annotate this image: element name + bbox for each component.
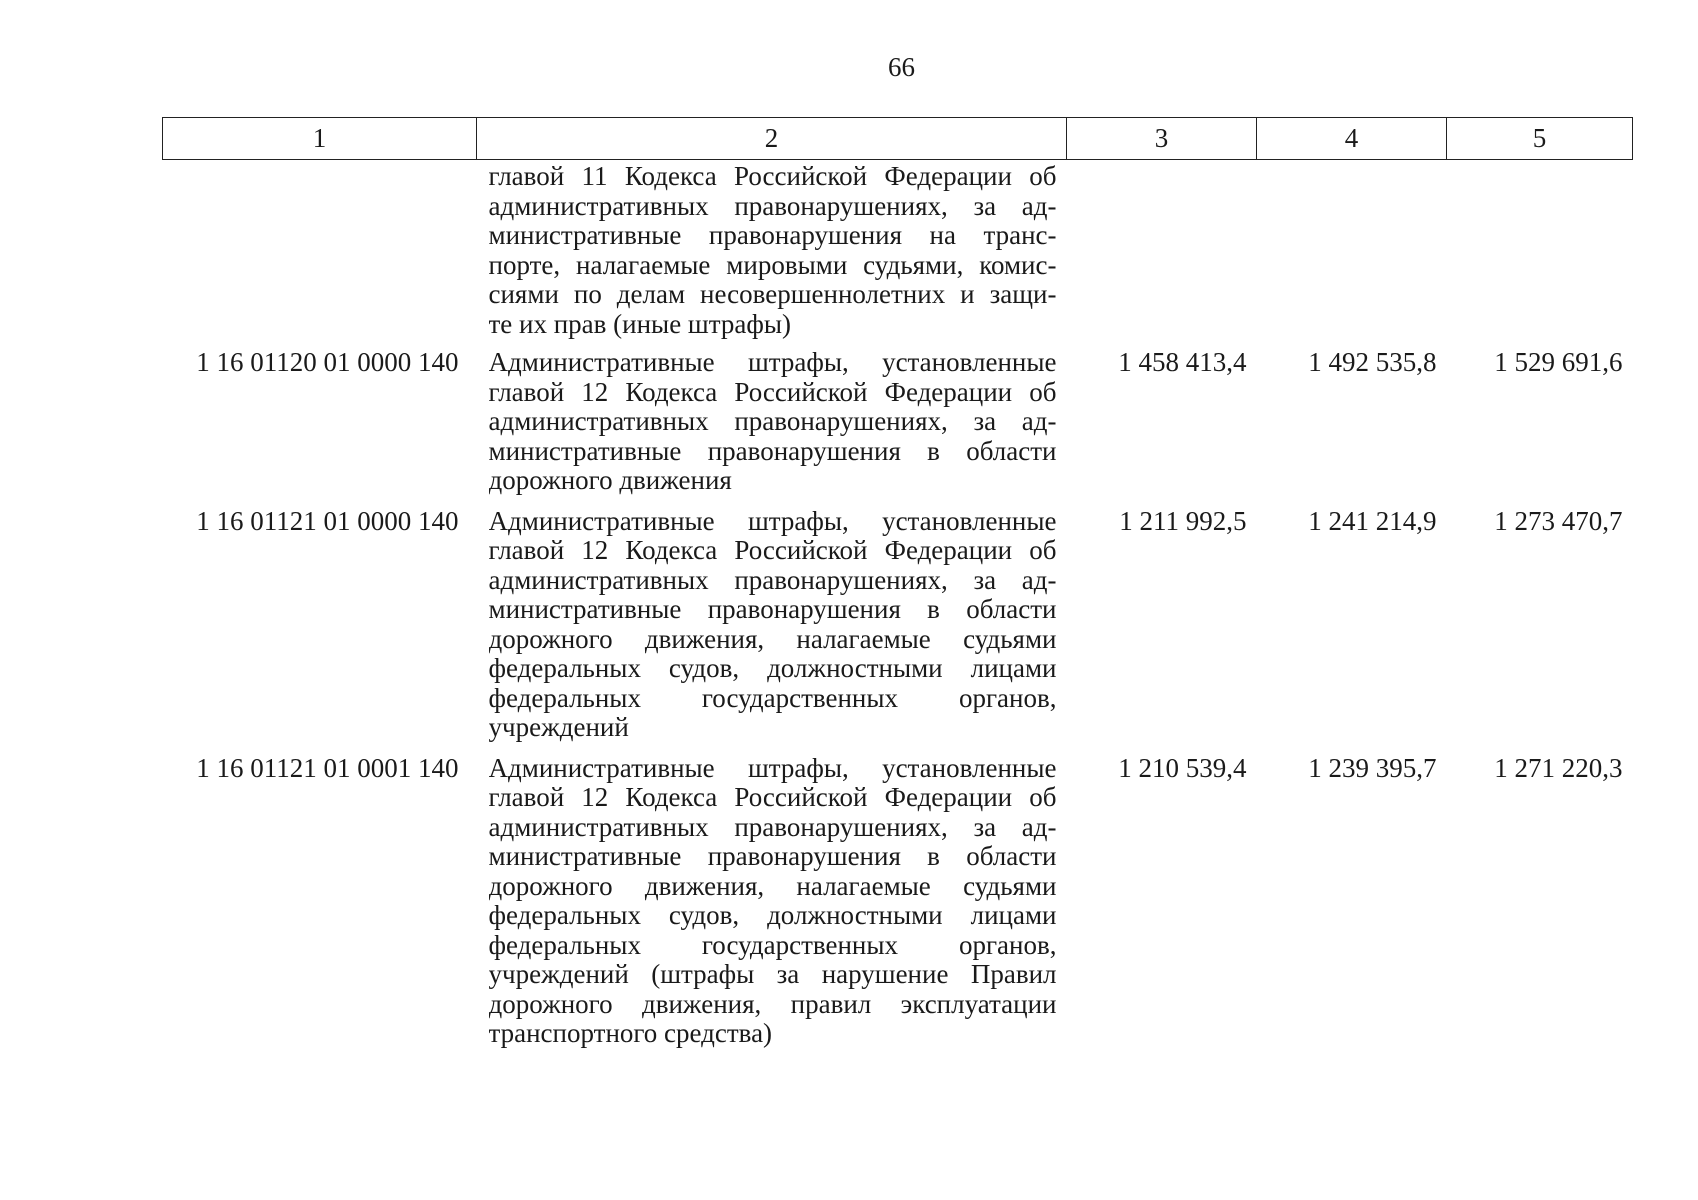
description-line: те их прав (иные штрафы) (488, 309, 791, 339)
header-col-2: 2 (477, 118, 1067, 160)
value-col-5: 1 273 470,7 (1494, 505, 1623, 536)
code-cell: 1 16 01121 01 0000 140 (196, 505, 459, 536)
header-col-4: 4 (1257, 118, 1447, 160)
code-cell: 1 16 01120 01 0000 140 (196, 347, 459, 377)
description-cell (477, 754, 1067, 1060)
description-cell (477, 507, 1067, 754)
value-col-4 (1257, 160, 1447, 349)
value-col-3: 1 210 539,4 (1118, 752, 1247, 783)
description-line: порте, налагаемые мировыми судьями, комис- (488, 250, 1057, 280)
description-line: дорожного движения, налагаемые судьями (488, 624, 1057, 654)
description-line: Административные штрафы, установленные (488, 348, 1057, 377)
header-row (163, 118, 1633, 160)
description-line: министративные правонарушения в области (488, 842, 1057, 871)
description-line: сиями по делам несовершеннолетних и защи- (488, 280, 1057, 309)
description-line: министративные правонарушения на транс- (488, 221, 1057, 250)
value-col-3: 1 458 413,4 (1118, 347, 1247, 377)
table-row-continuation (163, 160, 1633, 349)
code-cell: 1 16 01121 01 0001 140 (196, 752, 459, 783)
table-row (163, 507, 1633, 754)
description-line: главой 12 Кодекса Российской Федерации об (488, 536, 1057, 565)
description-line: административных правонарушениях, за ад- (488, 812, 1057, 842)
header-col-1: 1 (163, 118, 477, 160)
description-line: федеральных судов, должностными лицами (488, 901, 1057, 930)
value-col-4: 1 239 395,7 (1308, 752, 1437, 783)
description-line: учреждений (488, 713, 629, 742)
table-row (163, 348, 1633, 507)
value-col-5: 1 271 220,3 (1494, 752, 1623, 783)
description-line: Административные штрафы, установленные (488, 753, 1057, 783)
description-line: главой 11 Кодекса Российской Федерации об (488, 162, 1057, 191)
description-line: Административные штрафы, установленные (488, 506, 1057, 536)
description-line: дорожного движения (488, 466, 732, 495)
table-body (163, 160, 1633, 1060)
description-line: главой 12 Кодекса Российской Федерации об (488, 377, 1057, 407)
description-line: дорожного движения, правил эксплуатации (488, 989, 1057, 1019)
value-col-5: 1 529 691,6 (1494, 347, 1623, 377)
value-col-4: 1 492 535,8 (1308, 347, 1437, 377)
description-line: административных правонарушениях, за ад- (488, 191, 1057, 221)
value-col-3 (1067, 160, 1257, 349)
header-col-3: 3 (1067, 118, 1257, 160)
description-cell (477, 160, 1067, 349)
header-col-5: 5 (1447, 118, 1633, 160)
description-line: транспортного средства) (488, 1019, 773, 1048)
description-line: федеральных государственных органов, (488, 683, 1057, 713)
description-line: министративные правонарушения в области (488, 436, 1057, 466)
description-line: дорожного движения, налагаемые судьями (488, 871, 1057, 901)
value-col-4: 1 241 214,9 (1308, 505, 1437, 536)
description-line: административных правонарушениях, за ад- (488, 407, 1057, 436)
description-line: министративные правонарушения в области (488, 595, 1057, 624)
description-line: федеральных судов, должностными лицами (488, 654, 1057, 683)
table-row (163, 754, 1633, 1060)
table-header (163, 118, 1633, 160)
description-line: главой 12 Кодекса Российской Федерации об (488, 783, 1057, 812)
description-cell (477, 348, 1067, 507)
value-col-5 (1447, 160, 1633, 349)
budget-table (162, 117, 1633, 1060)
description-line: федеральных государственных органов, (488, 930, 1057, 960)
description-line: учреждений (штрафы за нарушение Правил (488, 960, 1057, 989)
value-col-3: 1 211 992,5 (1119, 505, 1247, 536)
description-line: административных правонарушениях, за ад- (488, 565, 1057, 595)
code-cell (163, 160, 477, 349)
page-number: 66 (888, 52, 915, 82)
